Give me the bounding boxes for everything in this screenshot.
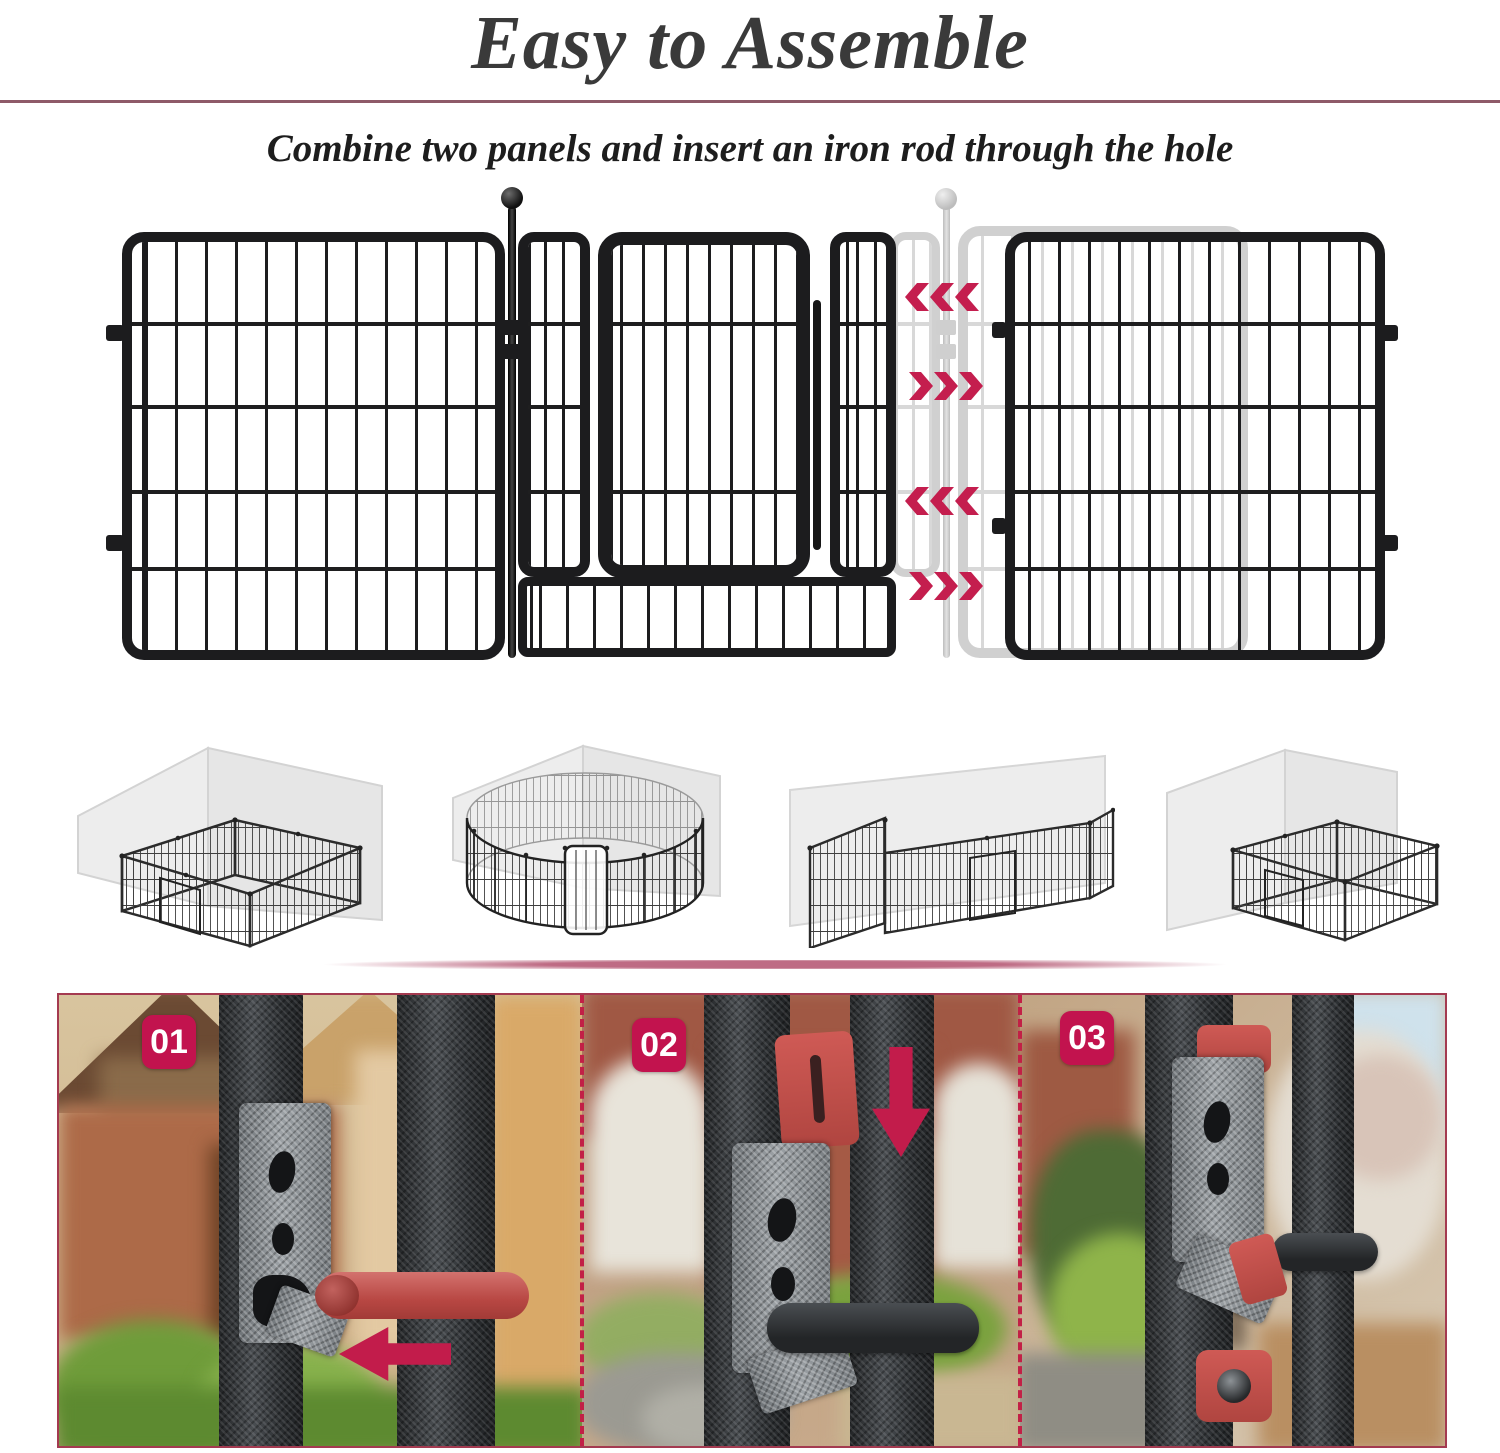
fence-panel-right [1005, 232, 1385, 660]
triple-chevron-right-icon [905, 372, 983, 400]
assembly-steps-photo [57, 993, 1447, 1448]
fence-post-photo [397, 995, 495, 1446]
red-rod-bottom-photo [1196, 1350, 1272, 1422]
step-number: 01 [150, 1022, 188, 1061]
page-title: Easy to Assemble [471, 1, 1029, 85]
door-connector-right [830, 232, 896, 577]
assembly-diagram [0, 180, 1500, 670]
rod-ball-top [501, 187, 523, 209]
configuration-octagon-ring-pen [425, 698, 735, 948]
page-subtitle: Combine two panels and insert an iron rod through the hole [266, 127, 1234, 170]
panel-lug [1380, 535, 1398, 551]
iron-rod-locked-photo [1272, 1233, 1378, 1271]
configuration-corner-l-shape-pen [1145, 698, 1445, 948]
step-panel-3 [1020, 995, 1446, 1446]
step-number-badge [1060, 1011, 1114, 1065]
step-panel-1 [59, 995, 582, 1446]
triple-chevron-left-icon [905, 487, 983, 515]
fence-post-photo [1292, 995, 1354, 1446]
step-number-badge [632, 1018, 686, 1072]
door-connector-left [518, 232, 590, 577]
door-panel [598, 232, 810, 578]
iron-rod [508, 206, 516, 658]
step-divider-dashed [580, 995, 584, 1446]
step-number-badge [142, 1015, 196, 1069]
step-panel-2 [582, 995, 1020, 1446]
panel-lug [992, 518, 1006, 534]
step-divider-dashed [1018, 995, 1022, 1446]
panel-lug [106, 325, 124, 341]
fence-panel-left [122, 232, 505, 660]
panel-lug [1380, 325, 1398, 341]
panel-lug [992, 322, 1006, 338]
title-rule [0, 100, 1500, 103]
red-iron-rod-photo [317, 1272, 529, 1319]
lock-bracket-photo [1172, 1057, 1264, 1262]
triple-chevron-left-icon [905, 283, 983, 311]
configuration-wall-u-shape-pen [775, 698, 1115, 948]
step-number: 03 [1068, 1018, 1106, 1057]
iron-rod-inserted-photo [767, 1303, 979, 1353]
configuration-corner-rectangle-pen [60, 698, 390, 948]
door-bottom-strip [518, 577, 896, 657]
triple-chevron-right-icon [905, 572, 983, 600]
section-divider [195, 960, 1355, 969]
panel-lug [106, 535, 124, 551]
step-number: 02 [640, 1025, 678, 1064]
red-rod-top-photo [774, 1030, 860, 1149]
door-handle [813, 300, 821, 550]
